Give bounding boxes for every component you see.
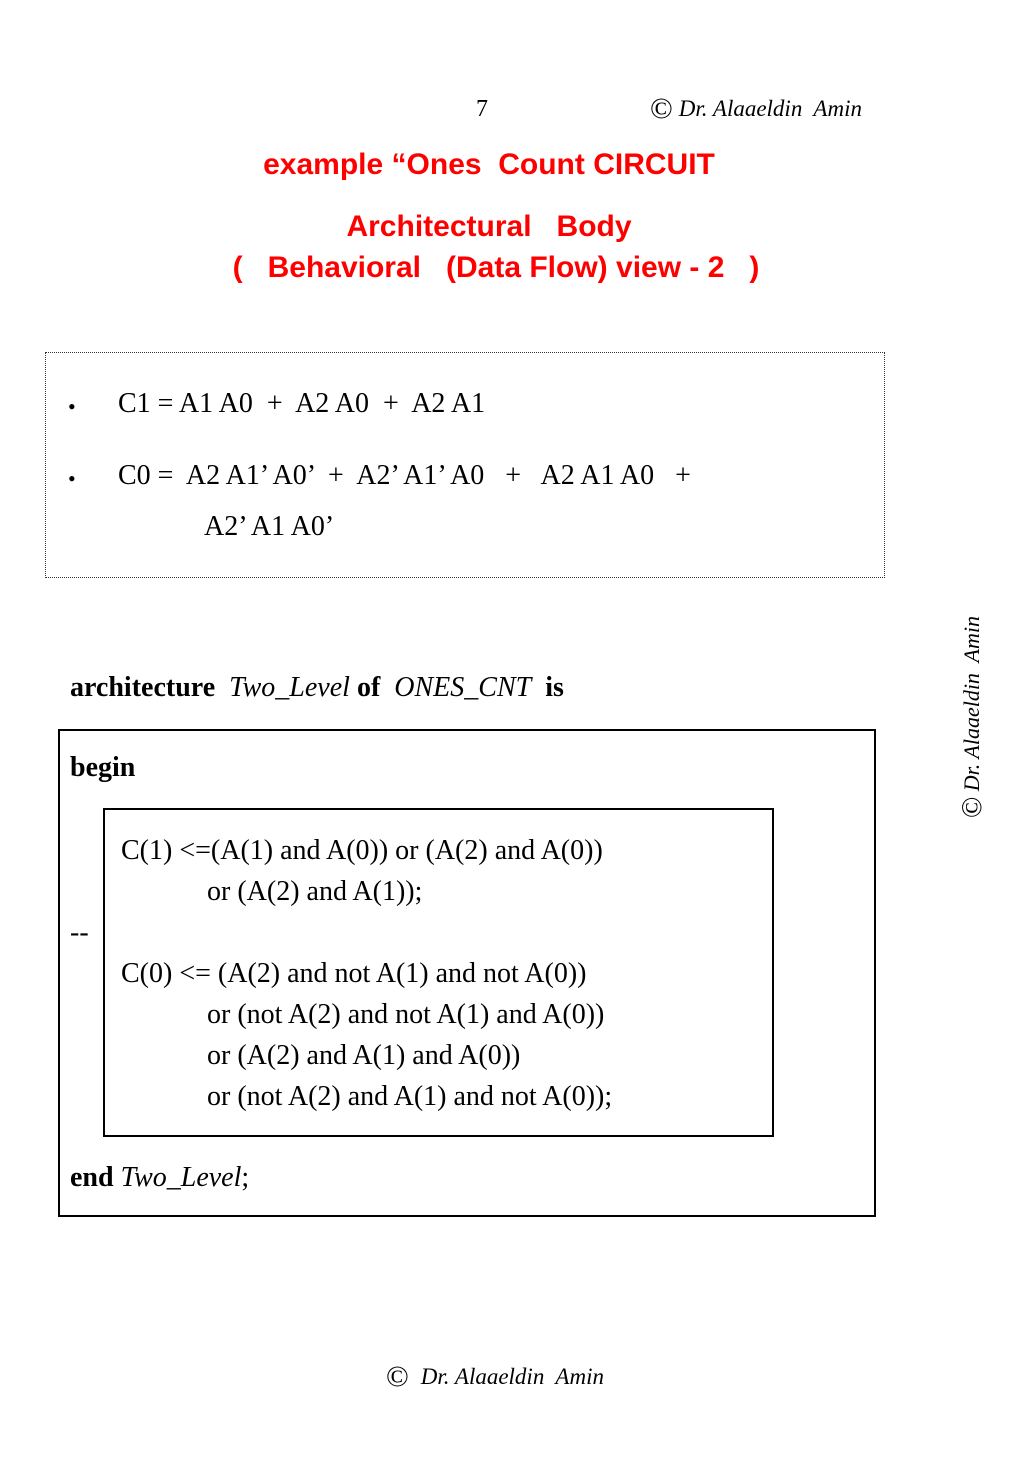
slide-subtitle: Architectural Body <box>346 210 632 243</box>
keyword-of: of <box>356 672 381 703</box>
code-c0-line2: or (not A(2) and not A(1) and A(0)) <box>207 999 605 1030</box>
end-semicolon: ; <box>241 1162 250 1193</box>
equation-c0-line2: A2’ A1 A0’ <box>204 511 335 542</box>
code-c1-line1: C(1) <=(A(1) and A(0)) or (A(2) and A(0)) <box>121 835 603 866</box>
keyword-is: is <box>545 672 564 703</box>
slide-title: example “Ones Count CIRCUIT <box>263 148 715 181</box>
bullet-c1: • <box>68 394 76 419</box>
keyword-begin: begin <box>70 752 136 783</box>
footer-copyright-symbol: © <box>386 1360 409 1393</box>
architecture-heading <box>70 672 564 704</box>
code-c0-line1: C(0) <= (A(2) and not A(1) and not A(0)) <box>121 958 587 989</box>
slide-subtitle-view: ( Behavioral (Data Flow) view - 2 ) <box>232 251 760 284</box>
page-number: 7 <box>476 96 488 122</box>
code-c0-line4: or (not A(2) and A(1) and not A(0)); <box>207 1081 613 1112</box>
end-architecture-name: Two_Level <box>120 1162 242 1193</box>
side-author: Dr. Alaaeldin Amin <box>959 616 984 792</box>
header-author: Dr. Alaaeldin Amin <box>678 96 862 121</box>
footer-copyright <box>386 1360 604 1394</box>
footer-author: Dr. Alaaeldin Amin <box>420 1364 604 1389</box>
code-comment: -- <box>70 917 89 948</box>
code-c1-line2: or (A(2) and A(1)); <box>207 876 423 907</box>
side-copyright <box>957 616 989 818</box>
copyright-symbol: © <box>650 92 673 125</box>
equation-c1: C1 = A1 A0 + A2 A0 + A2 A1 <box>118 388 486 419</box>
bullet-c0: • <box>68 466 76 491</box>
header-copyright <box>650 92 862 126</box>
keyword-end: end <box>70 1162 114 1193</box>
side-copyright-symbol: © <box>957 796 988 818</box>
code-c0-line3: or (A(2) and A(1) and A(0)) <box>207 1040 521 1071</box>
equation-c0-line1: C0 = A2 A1’ A0’ + A2’ A1’ A0 + A2 A1 A0 + <box>118 460 691 491</box>
keyword-architecture: architecture <box>70 672 216 703</box>
architecture-name: Two_Level <box>229 672 350 703</box>
end-statement <box>70 1162 249 1194</box>
entity-name: ONES_CNT <box>394 672 532 703</box>
